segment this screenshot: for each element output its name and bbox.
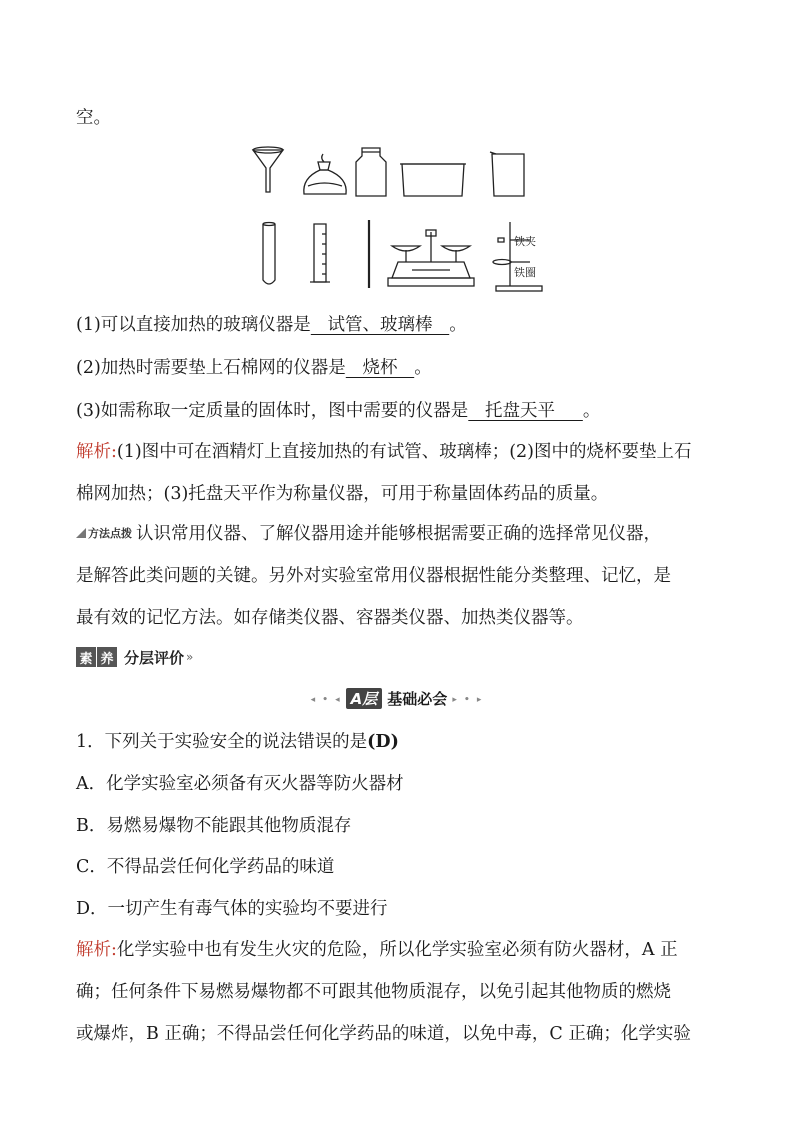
instrument-figure (0, 140, 794, 300)
method-tip-line-3: 最有效的记忆方法。如存储类仪器、容器类仪器、加热类仪器等。 (76, 608, 584, 628)
option-d: D．一切产生有毒气体的实验均不要进行 (76, 899, 388, 919)
section-char-1: 素 (76, 647, 96, 667)
test-tube-icon (263, 223, 275, 285)
part-2-answer: 烧杯 (362, 358, 398, 378)
method-tip-badge: 方法点拨 (76, 522, 132, 546)
analysis-1-line-2: 棉网加热；(3)托盘天平作为称量仪器，可用于称量固体药品的质量。 (76, 484, 609, 504)
funnel-icon (253, 147, 283, 192)
analysis-2-line-2: 确；任何条件下易燃易爆物都不可跟其他物质混存，以免引起其他物质的燃烧 (76, 982, 671, 1002)
question-part-2 (76, 356, 432, 380)
level-header (0, 688, 794, 709)
right-dots-icon: ▸ • ▸ (447, 695, 484, 705)
method-tip-line-1: 方法点拨 认识常用仪器、了解仪器用途并能够根据需要正确的选择常见仪器， (76, 522, 661, 546)
analysis-1-line-1: 解析:(1)图中可在酒精灯上直接加热的有试管、玻璃棒；(2)图中的烧杯要垫上石 (76, 442, 692, 462)
part-3-prompt: (3)如需称取一定质量的固体时，图中需要的仪器是 (76, 401, 469, 421)
level-title: 基础必会 (387, 690, 448, 708)
part-2-suffix: 。 (414, 358, 432, 378)
option-a: A．化学实验室必须备有灭火器等防火器材 (76, 774, 404, 794)
balance-icon (388, 230, 474, 286)
question-1-stem: 1．下列关于实验安全的说法错误的是(D) (76, 732, 399, 752)
part-3-suffix: 。 (582, 401, 601, 421)
part-1-answer: 试管、玻璃棒 (327, 315, 433, 335)
graduated-cylinder-icon (310, 224, 330, 282)
left-dots-icon: ◂ • ◂ (310, 695, 342, 705)
label-iron-clamp: 铁夹 (514, 235, 536, 248)
iron-stand-icon (493, 222, 542, 291)
question-part-1 (76, 313, 467, 337)
intro-tail: 空。 (76, 108, 111, 128)
part-2-prompt: (2)加热时需要垫上石棉网的仪器是 (76, 358, 346, 378)
analysis-1-label: 解析: (76, 442, 117, 462)
part-3-answer: 托盘天平 (485, 401, 555, 421)
beaker-icon (490, 152, 524, 196)
question-part-3 (76, 399, 600, 423)
section-char-2: 养 (97, 647, 117, 667)
tip-mark-icon (76, 528, 86, 538)
reagent-bottle-icon (356, 148, 386, 196)
part-1-suffix: 。 (449, 315, 467, 335)
label-iron-ring: 铁圈 (514, 266, 536, 279)
option-c: C．不得品尝任何化学药品的味道 (76, 857, 335, 877)
section-arrow-icon: » (186, 650, 194, 664)
alcohol-lamp-icon (304, 154, 346, 194)
analysis-2-line-1: 解析:化学实验中也有发生火灾的危险，所以化学实验室必须有防火器材，A 正 (76, 940, 678, 960)
method-tip-line-2: 是解答此类问题的关键。另外对实验室常用仪器根据性能分类整理、记忆，是 (76, 566, 671, 586)
section-title: 分层评价 (124, 648, 185, 667)
part-1-prompt: (1)可以直接加热的玻璃仪器是 (76, 315, 311, 335)
option-b: B．易燃易爆物不能跟其他物质混存 (76, 816, 352, 836)
analysis-2-label: 解析: (76, 940, 117, 960)
analysis-2-line-3: 或爆炸，B 正确；不得品尝任何化学药品的味道，以免中毒，C 正确；化学实验 (76, 1024, 691, 1044)
question-1-answer: (D) (367, 732, 399, 752)
trough-icon (400, 164, 466, 196)
level-badge: A层 (346, 688, 383, 709)
section-header (76, 646, 193, 668)
